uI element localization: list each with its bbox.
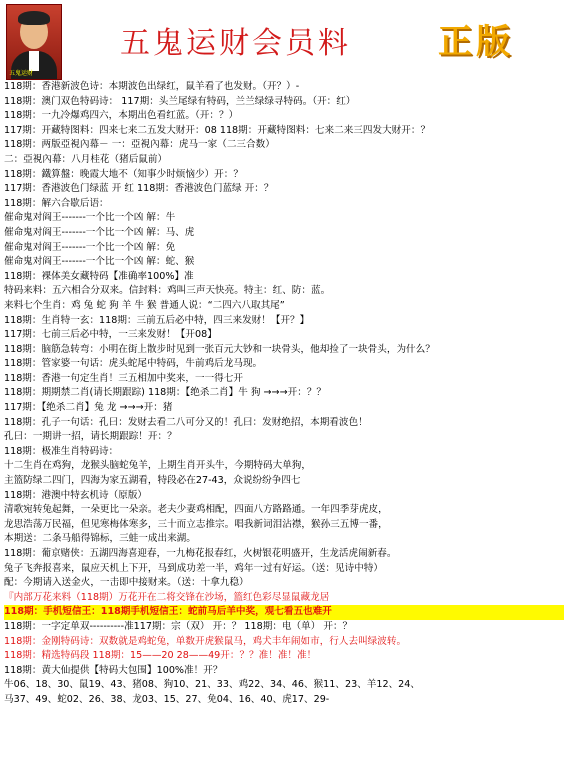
text-line: 118期：金刚特码诗：双数就是鸡蛇兔，单数开虎猴鼠马，鸡犬丰年闹如市，行人去叫绿波转。 [4,635,407,647]
photo-caption: 五鬼运财 [9,70,34,77]
text-line: 118期：一九冷爆鸡四六，本期出色看红蓝。（开：？） [4,110,239,122]
portrait-photo [6,4,62,80]
text-line: 十二生肖在鸡狗，龙猴头脑蛇兔羊，上期生肖开头牛，今期特码大单狗， [4,460,311,472]
text-line: 配：今期请入送金火，一击即中接财来。（送：十拿九稳） [4,577,249,589]
text-line: 兔子飞奔报喜来，鼠应天机上下开，马到成功差一半，鸡年一过有好运。（送：见诗中特） [4,562,383,574]
text-line: 牛06、18、30、鼠19、43、猪08、狗10、21、33、鸡22、34、46、猴11、23、羊12、24、 [4,679,420,691]
text-line: 主篮防绿二四门，四海为家五湖看，特段必在27-43，众说纷纷争四七 [4,475,301,487]
text-line: 118期：脑筋急转弯：小明在街上散步时见到一张百元大钞和一块骨头，他却捡了一块骨头，为什么？ [4,343,435,355]
text-line: 特码来料：五六相合分双来。信封料：鸡叫三声天快亮。特主：红、防：蓝。 [4,285,331,297]
genuine-badge: 正版 [438,22,514,62]
text-line: 118期：管家婆一句话：虎头蛇尾中特码，牛前鸡后龙马现。 [4,358,263,370]
text-line: 催命鬼对阎王-------一个比一个凶 解：免 [4,241,176,253]
text-line: 催命鬼对阎王-------一个比一个凶 解：蛇、猴 [4,256,195,268]
text-line: 118期：生肖特一玄：118期：三前五后必中特，四三来发财！【开？】 [4,314,310,326]
content-lines [4,80,564,708]
text-line: 孔曰：一期讲一招，请长期跟踪！开：？ [4,431,177,443]
text-line: 本期送：二条马船得锦标，三蛙一成出来湖。 [4,533,196,545]
page-header [0,0,566,82]
text-line: 117期：【绝杀二肖】兔 龙 →→→开：猪 [4,402,173,414]
text-line: 117期：香港波色门绿蓝 开 红 118期：香港波色门蓝绿 开：？ [4,183,274,195]
text-line: 马37、49、蛇02、26、38、龙03、15、27、免04、16、40、虎17、29- [4,693,330,705]
text-line: 118期：香港一句定生肖！三五相加中奖来，一一得七开 [4,372,243,384]
text-line: 117期：开藏特图料：四来七来二五发大财开：08 118期：开藏特图料：七来二来三四发大财开：？ [4,124,431,136]
text-line: 催命鬼对阎王-------一个比一个凶 解：牛 [4,212,176,224]
text-line: 118期：一字定单双----------准117期：宗（双） 开：？ 118期：电（单） 开：？ [4,620,353,632]
text-line: 118期：精选特码段 118期：15——20 28——49开：？？准！准！准！ [4,650,317,662]
text-line: 118期：澳门双色特码诗： 117期：头兰尾绿有特码，兰兰绿绿寻特码。（开：红） [4,95,356,107]
text-line: 118期：极准生肖特码诗： [4,445,119,457]
text-line: 118期：孔子一句话：孔曰：发财去看二八可分又的！孔曰：发财绝招，本期看波色！ [4,416,368,428]
text-line: 龙思浩荡万民福，但见寒梅体寒多，三十而立志推宗。唱我新词泪沾襟，猴孙三五博一番， [4,518,388,530]
text-line: 118期：期期禁二肖(请长期跟踪) 118期：【绝杀二肖】牛 狗 →→→开：？？ [4,387,327,399]
page-title: 五鬼运财会员料 [120,26,351,61]
text-line: 118期：裸体美女藏特码【准确率100%】准 [4,270,194,282]
text-line: 118期：两版亞視內幕－ 一：亞視內幕：虎马一家（二三合数） [4,139,275,151]
text-line: 118期：香港新波色诗：本期波色出绿红，鼠羊看了也发财。（开？）- [4,81,300,92]
text-line: 来料七个生肖：鸡 兔 蛇 狗 羊 牛 猴 普通人说：“二四六八取其尾” [4,299,285,311]
text-line: 118期：葡京赌侠：五湖四海喜迎春，一九梅花报春红，火树银花明盛开，生龙活虎闹新春。 [4,548,397,559]
text-line: 催命鬼对阎王-------一个比一个凶 解：马、虎 [4,226,195,238]
text-line: 118期：解六合歇后语： [4,197,109,209]
text-line: 118期：手机短信王：118期手机短信王：蛇前马后羊中奖，观七看五也难开 [4,605,564,620]
text-line: 清歌宛转兔起舞，一朵更比一朵亲。老夫少妻鸡相配，四面八方路路通。一年四季芽虎皮， [4,504,388,516]
text-line: 118期：黄大仙提供【特码大包围】100%准！开？ [4,664,223,676]
text-line: 118期：鐵算盤：晚霞大地不（知事少时烦恼少）开：？ [4,168,243,180]
text-line: 二：亞視內幕：八月桂花（猪后鼠前） [4,153,168,165]
text-line: 117期：七前三后必中特，一三来发财！【开08】 [4,329,217,341]
text-line: 118期：港澳中特玄机诗（原版） [4,489,148,501]
text-line: 『内部万花来料（118期）万花开在二将交锋在沙场，篮红色彩尽显鼠藏龙居 [4,591,330,603]
